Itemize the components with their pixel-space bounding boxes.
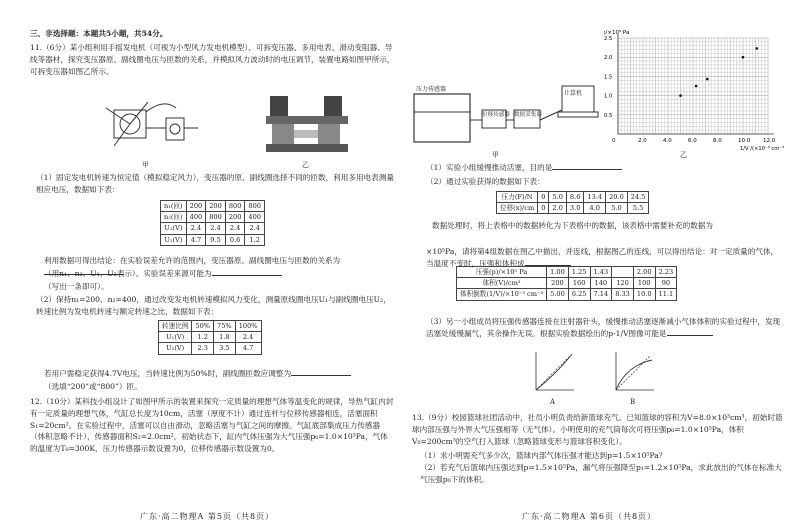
q12-fig-yi-caption: 乙: [680, 151, 687, 159]
q12-part2: （2）通过实验获得的数据如下表：: [426, 177, 545, 186]
q12-table1: [496, 191, 649, 214]
q13-text: 13.（9分）校园篮球社团活动中，社员小明负责给新篮球充气。已知篮球的容积为V=8.0×10³cm³，初始时篮球内部压强与外界大气压强相等（无气体）。小明使用的充气筒每次可将压强p₀=1.0×10⁵Pa，体积V₀=200cm³的空气打入篮球（忽略篮球变形与篮球容积变化）。: [412, 413, 783, 446]
pressure-sensor-label: 压力传感器: [416, 86, 447, 93]
y-tick-label: 2.0: [604, 55, 613, 62]
generator-figure: [92, 88, 202, 158]
data-point: [679, 94, 682, 97]
x-tick-label: 6.0: [688, 138, 697, 144]
section-title: 三、非选择题：本题共5小题，共54分。: [30, 29, 168, 38]
q11-part2: （2）保持n₁=200、n₂=400，通过改变发电机转速模拟风力变化，测量原线圈电压U₁与副线圈电压U₂，转速比例为发电机转速与额定转速之比，数据如下表：: [36, 295, 391, 316]
data-point: [755, 47, 758, 50]
q11-part1-hint: （写出一条即可）。: [44, 282, 109, 291]
collector-label: 数据采集器: [514, 112, 542, 118]
table-row: U₁(V) 2.4 2.4 2.4 2.4: [161, 223, 265, 234]
table-row: n₂(匝) 400 800 200 400: [161, 212, 265, 223]
graph-xlabel: 1/V /(×10⁻³ cm⁻³): [740, 146, 784, 152]
graph-ylabel: p/×10⁵ Pa: [604, 30, 630, 36]
option-b-label: B: [630, 398, 636, 406]
q12-text: 12.（10分）某科技小组设计了如图甲所示的装置来探究一定质量的理想气体等温变化的规律，导热气缸内封有一定质量的理想气体，气缸总长度为10cm，活塞（厚度不计）通过连杆与位移传感器相连，活塞面积S₁=20cm²。在实验过程中，活塞可以自由滑动，忽略活塞与气缸之间的摩擦。气缸底部集成压力传感器（体积忽略不计），传感器面积S₂=2.0cm²。初始状态下，缸内气体压强为大气压强p₀=1.0×10⁵Pa，气体的温度为T₀=300K，压力传感器示数设置为0，位移传感器示数设置为0。: [30, 397, 394, 454]
q11-part1: （1）固定发电机转速为恒定值（模拟稳定风力），变压器的原、副线圈选择不同的匝数，利用多用电表测量相应电压，数据如下表：: [36, 173, 394, 194]
table-row: 体积倒数(1/V)/×10⁻³ cm⁻³ 5.00 6.25 7.14 8.33 10.0 11.1: [457, 289, 677, 300]
table-row: U₂(V) 2.3 3.5 4.7: [159, 343, 262, 354]
q12-part1: （1）实验小组缓慢推动活塞，目的是: [426, 162, 784, 174]
q12-part3: （3）另一小组成员将压强传感器连接在注射器针头，缓慢推动活塞逐渐减小气体体积的实验过程中，发现活塞处缓慢漏气，其余操作无误。根据实验数据绘出的p-1/V图像可能是: [426, 317, 781, 338]
q11-part2-question: 若用户需稳定获得4.7V电压，当转速比例为50%时，副线圈匝数应调整为: [44, 368, 395, 380]
option-a-label: A: [550, 398, 556, 406]
y-tick-label: 1.5: [604, 74, 613, 81]
q11-part2-hint: （选填“200”或“800”）匝。: [44, 382, 142, 391]
y-tick-label: 1.0: [604, 93, 613, 100]
option-b-graph: [612, 350, 656, 394]
q11-table2: [158, 320, 262, 355]
table-row: n₁(匝) 200 200 800 800: [161, 201, 265, 212]
option-a-graph: [532, 350, 576, 394]
computer-label: 计算机: [564, 90, 583, 97]
left-column: [30, 0, 395, 531]
table-row: U₂(V) 4.7 9.5 0.6 1.2: [161, 234, 265, 245]
x-tick-label: 4.0: [663, 138, 672, 144]
q11-part1-error: （用n₁、n₂、U₁、U₂表示）。实验误差来源可能为: [44, 268, 395, 280]
origin-label: 0: [612, 138, 616, 144]
table-row: 压强(p)/×10⁵ Pa 1.00 1.25 1.43 2.00 2.23: [457, 267, 677, 278]
x-tick-label: 12.0: [763, 138, 776, 144]
data-point: [695, 85, 698, 88]
table-row: 体积(V)/cm³ 200 160 140 120 100 90: [457, 278, 677, 289]
q11-intro: 11.（6分）某小组利用手摇发电机（可视为小型风力发电机模型）、可拆变压器、多用电表、滑动变阻器、导线等器材，探究变压器原、副线圈电压与匝数的关系，并模拟风力波动时的电压调节，装置电路如图甲所示，可拆变压器如图乙所示。: [30, 43, 395, 76]
q11-fig-yi-caption: 乙: [302, 161, 309, 169]
footer-right: 广东·高二物理A 第6页（共8页）: [522, 511, 657, 521]
x-tick-label: 10.0: [738, 138, 751, 144]
q12-part2-text: 数据处理时，将上表格中的数据转化为下表格中的数据，该表格中需要补充的数据为: [432, 221, 713, 230]
table-row: 转速比例 50% 75% 100%: [159, 321, 262, 332]
data-point: [706, 78, 709, 81]
q11-fig-jia-caption: 甲: [142, 161, 149, 169]
table-row: 压力(F)/N 0 5.0 8.6 13.4 20.0 24.5: [497, 192, 649, 203]
data-point: [742, 56, 745, 59]
q13-part2: （2）若充气后篮球内压强达到p=1.5×10⁵Pa，漏气将压强降至p₁=1.2×10⁵Pa，求此放出的气体在标准大气压强p₀下的体积。: [420, 463, 782, 484]
x-tick-label: 2.0: [638, 138, 647, 144]
transformer-figure: [262, 86, 352, 158]
p-invV-graph: [604, 28, 784, 152]
q12-fig-jia-caption: 甲: [492, 151, 499, 159]
q13-part1: （1）求小明需充气多少次，篮球内部气体压强才能达到p=1.5×10⁵Pa？: [420, 451, 667, 460]
right-column: [412, 0, 784, 531]
footer-left: 广东·高二物理A 第5页（共8页）: [140, 511, 275, 521]
q12-table2: [456, 266, 677, 301]
table-row: U₁(V) 1.2 1.8 2.4: [159, 332, 262, 343]
q12-part2-conclusion: ×10⁵Pa，请将第4组数据在图乙中描出，并连线，根据图乙的连线，可以得出结论：对一定质量的气体，当温度不变时，压强和体积成: [426, 247, 779, 268]
table-row: 位移(x)/cm 0 2.0 3.0 4.0 5.0 5.5: [497, 203, 649, 214]
q11-part1-conclusion: 利用数据可得出结论：在实验误差允许的范围内，变压器原、副线圈电压与匝数的关系为: [44, 255, 395, 279]
y-tick-label: 0.5: [604, 112, 613, 119]
x-tick-label: 8.0: [713, 138, 722, 144]
y-tick-label: 2.5: [604, 36, 613, 42]
displacement-sensor-label: 位移传感器: [482, 112, 510, 118]
q11-table1: [160, 200, 265, 246]
